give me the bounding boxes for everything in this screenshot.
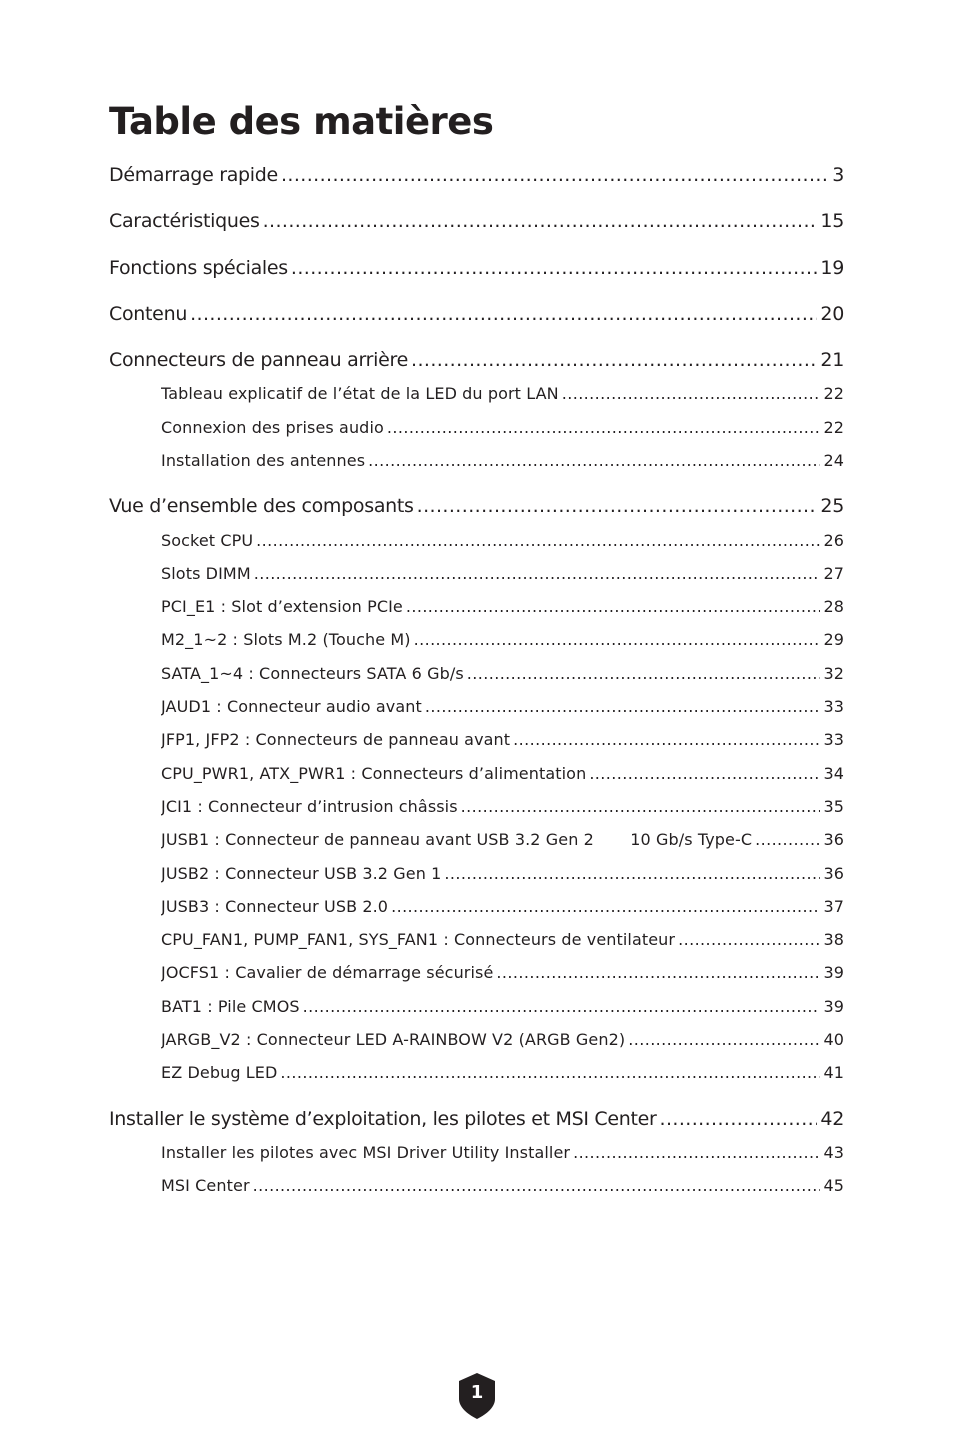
toc-subentry[interactable] — [161, 728, 844, 752]
toc-entry-page: 39 — [823, 997, 844, 1016]
toc-subentry[interactable] — [161, 1061, 844, 1085]
toc-entry[interactable] — [109, 346, 844, 374]
toc-subentry[interactable] — [161, 562, 844, 586]
toc-entry-label: EZ Debug LED — [161, 1063, 278, 1082]
toc-entry-page: 39 — [823, 963, 844, 982]
toc-entry[interactable] — [109, 1105, 844, 1133]
toc-entry-label: JUSB2 : Connecteur USB 3.2 Gen 1 — [161, 864, 442, 883]
toc-entry-page: 19 — [820, 257, 844, 279]
toc-leader-dots — [391, 895, 820, 919]
toc-entry-label: Connexion des prises audio — [161, 418, 384, 437]
toc-entry-page: 42 — [820, 1108, 844, 1130]
toc-leader-dots — [573, 1141, 820, 1165]
toc-subentry[interactable] — [161, 1028, 844, 1052]
toc-entry-page: 20 — [820, 303, 844, 325]
toc-subentry[interactable] — [161, 828, 844, 852]
toc-entry-page: 22 — [823, 418, 844, 437]
page-number-badge — [457, 1372, 497, 1420]
toc-leader-dots — [414, 628, 821, 652]
toc-leader-dots — [281, 161, 829, 189]
toc-entry-label: Connecteurs de panneau arrière — [109, 349, 409, 371]
toc-leader-dots — [253, 1174, 821, 1198]
toc-entry[interactable] — [109, 254, 844, 282]
toc-entry-label: Installation des antennes — [161, 451, 366, 470]
toc-entry-page: 28 — [823, 597, 844, 616]
toc-leader-dots — [444, 862, 820, 886]
toc-leader-dots — [368, 449, 820, 473]
toc-subentry[interactable] — [161, 1141, 844, 1165]
toc-entry-page: 32 — [823, 664, 844, 683]
toc-leader-dots — [628, 1028, 820, 1052]
toc-entry-page: 38 — [823, 930, 844, 949]
toc-subentry[interactable] — [161, 1174, 844, 1198]
toc-entry-label: Vue d’ensemble des composants — [109, 495, 414, 517]
toc-leader-dots — [411, 346, 817, 374]
toc-entry[interactable] — [109, 300, 844, 328]
toc-leader-dots — [678, 928, 820, 952]
toc-subentry[interactable] — [161, 662, 844, 686]
toc-entry-page: 35 — [823, 797, 844, 816]
toc-subentry[interactable] — [161, 449, 844, 473]
toc-entry-page: 25 — [820, 495, 844, 517]
toc-entry-label: Contenu — [109, 303, 188, 325]
toc-leader-dots — [755, 828, 820, 852]
toc-subentry[interactable] — [161, 995, 844, 1019]
toc-leader-dots — [417, 492, 818, 520]
toc-entry-label: M2_1~2 : Slots M.2 (Touche M) — [161, 630, 411, 649]
toc-leader-dots — [263, 207, 818, 235]
toc-entry[interactable] — [109, 492, 844, 520]
toc-leader-dots — [280, 1061, 820, 1085]
toc-entry-page: 21 — [820, 349, 844, 371]
toc-entry-page: 24 — [823, 451, 844, 470]
toc-leader-dots — [589, 762, 820, 786]
toc-leader-dots — [513, 728, 820, 752]
toc-entry-label: Socket CPU — [161, 531, 254, 550]
toc-entry-label: JARGB_V2 : Connecteur LED A-RAINBOW V2 (ARGB Gen2) — [161, 1030, 626, 1049]
toc-subentry[interactable] — [161, 595, 844, 619]
toc-leader-dots — [660, 1105, 818, 1133]
toc-subentry[interactable] — [161, 628, 844, 652]
toc-leader-dots — [496, 961, 820, 985]
toc-subentry[interactable] — [161, 795, 844, 819]
toc-entry-page: 33 — [823, 697, 844, 716]
toc-entry-label: JUSB1 : Connecteur de panneau avant USB 3.2 Gen 2 10 Gb/s Type-C — [161, 830, 753, 849]
toc-entry-label: PCI_E1 : Slot d’extension PCIe — [161, 597, 403, 616]
toc-subentry[interactable] — [161, 862, 844, 886]
toc-leader-dots — [467, 662, 821, 686]
toc-entry-label: Tableau explicatif de l’état de la LED du port LAN — [161, 384, 559, 403]
toc-entry-page: 27 — [823, 564, 844, 583]
toc-entry-page: 3 — [832, 164, 844, 186]
toc-entry-label: SATA_1~4 : Connecteurs SATA 6 Gb/s — [161, 664, 464, 683]
toc-entry[interactable] — [109, 207, 844, 235]
toc-leader-dots — [461, 795, 821, 819]
toc-entry-label: Installer le système d’exploitation, les pilotes et MSI Center — [109, 1108, 657, 1130]
toc-entry-page: 41 — [823, 1063, 844, 1082]
toc-leader-dots — [387, 416, 821, 440]
toc-leader-dots — [303, 995, 821, 1019]
toc-entry-label: Démarrage rapide — [109, 164, 278, 186]
toc-subentry[interactable] — [161, 762, 844, 786]
toc-entry-page: 34 — [823, 764, 844, 783]
toc-subentry[interactable] — [161, 961, 844, 985]
toc-subentry[interactable] — [161, 695, 844, 719]
toc-leader-dots — [254, 562, 821, 586]
page-number: 1 — [470, 1382, 484, 1403]
toc-entry-page: 43 — [823, 1143, 844, 1162]
toc-subentry[interactable] — [161, 382, 844, 406]
toc-leader-dots — [562, 382, 821, 406]
toc-entry-label: Slots DIMM — [161, 564, 251, 583]
toc-leader-dots — [425, 695, 821, 719]
toc-entry-page: 40 — [823, 1030, 844, 1049]
toc-subentry[interactable] — [161, 895, 844, 919]
toc-entry-page: 22 — [823, 384, 844, 403]
toc-entry-page: 36 — [823, 864, 844, 883]
toc-entry-label: JFP1, JFP2 : Connecteurs de panneau avant — [161, 730, 511, 749]
toc-entry-label: CPU_PWR1, ATX_PWR1 : Connecteurs d’alimentation — [161, 764, 587, 783]
toc-entry-label: Fonctions spéciales — [109, 257, 288, 279]
toc-entry[interactable] — [109, 161, 844, 189]
toc-leader-dots — [406, 595, 821, 619]
toc-entry-label: MSI Center — [161, 1176, 250, 1195]
toc-entry-page: 36 — [823, 830, 844, 849]
toc-entry-label: JOCFS1 : Cavalier de démarrage sécurisé — [161, 963, 494, 982]
toc-entry-page: 15 — [820, 210, 844, 232]
toc-entry-label: JUSB3 : Connecteur USB 2.0 — [161, 897, 389, 916]
toc-entry-label: CPU_FAN1, PUMP_FAN1, SYS_FAN1 : Connecteurs de ventilateur — [161, 930, 676, 949]
toc-leader-dots — [291, 254, 818, 282]
toc-entry-label: JAUD1 : Connecteur audio avant — [161, 697, 422, 716]
toc-subentry[interactable] — [161, 928, 844, 952]
toc-leader-dots — [190, 300, 817, 328]
toc-entry-page: 37 — [823, 897, 844, 916]
toc-leader-dots — [256, 529, 820, 553]
page-title: Table des matières — [109, 100, 494, 143]
toc-entry-page: 33 — [823, 730, 844, 749]
toc-entry-label: BAT1 : Pile CMOS — [161, 997, 300, 1016]
toc-entry-label: Caractéristiques — [109, 210, 260, 232]
toc-entry-label: JCI1 : Connecteur d’intrusion châssis — [161, 797, 458, 816]
toc-entry-page: 29 — [823, 630, 844, 649]
toc-subentry[interactable] — [161, 416, 844, 440]
toc-entry-page: 26 — [823, 531, 844, 550]
toc-subentry[interactable] — [161, 529, 844, 553]
toc-entry-label: Installer les pilotes avec MSI Driver Utility Installer — [161, 1143, 571, 1162]
toc-entry-page: 45 — [823, 1176, 844, 1195]
